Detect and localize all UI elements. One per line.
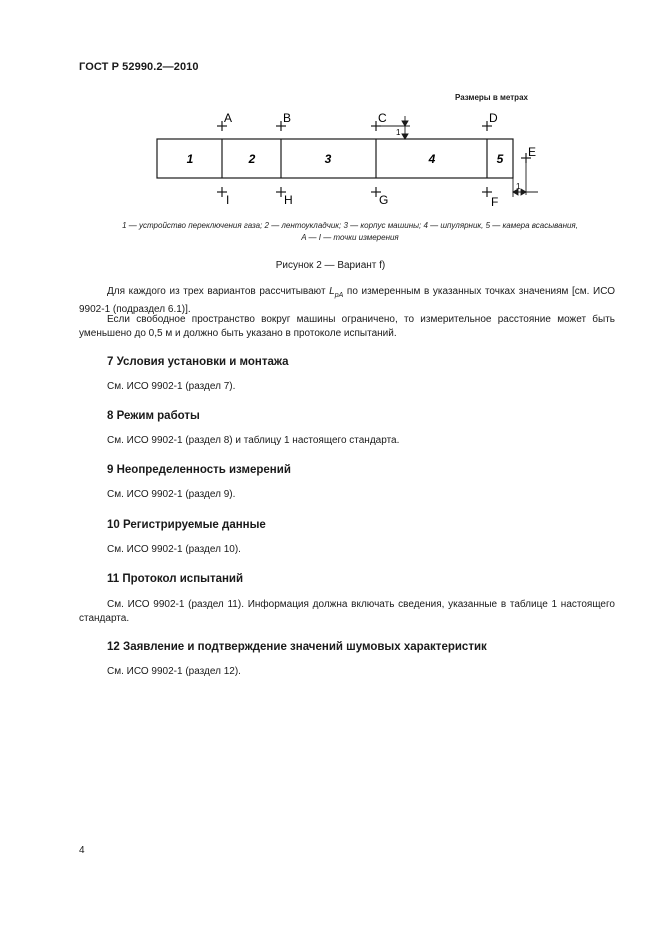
section-number-5: 5 — [496, 152, 504, 166]
paragraph-space: Если свободное пространство вокруг машины ограничено, то измерительное расстояние может быть уменьшено до 0,5 м и должно быть указано в протоколе испытаний. — [79, 314, 615, 339]
section-9-text: См. ИСО 9902-1 (раздел 9). — [107, 489, 236, 500]
point-label-b: B — [283, 111, 292, 125]
machine-layout-figure — [0, 105, 661, 215]
section-12-text: См. ИСО 9902-1 (раздел 12). — [107, 666, 241, 677]
dim-value-top: 1 — [396, 128, 401, 137]
paragraph-lpa: Для каждого из трех вариантов рассчитывают $L_{pA}$ по измеренным в указанных точках значениям [см. ИСО 9902-1 (подраздел 6.1)]. — [79, 286, 615, 315]
section-9-title: 9 Неопределенность измерений — [107, 464, 291, 476]
dim-value-right: 1 — [516, 182, 521, 191]
section-number-1: 1 — [186, 152, 194, 166]
point-label-g: G — [379, 193, 389, 207]
machine-outline — [157, 139, 513, 178]
section-number-3: 3 — [324, 152, 332, 166]
figure-legend-line-2: A — I — точки измерения — [301, 233, 399, 242]
symbol-l: L — [329, 286, 335, 297]
point-label-i: I — [226, 193, 230, 207]
point-label-c: C — [378, 111, 387, 125]
figure-caption: Рисунок 2 — Вариант f) — [275, 260, 386, 271]
section-11-text: См. ИСО 9902-1 (раздел 11). Информация должна включать сведения, указанные в таблице 1 настоящего стандарта. — [79, 599, 615, 624]
page-number: 4 — [79, 845, 85, 856]
section-number-4: 4 — [428, 152, 436, 166]
section-number-2: 2 — [248, 152, 256, 166]
symbol-subscript: pA — [334, 292, 344, 299]
section-11-title: 11 Протокол испытаний — [107, 573, 244, 585]
section-8-title: 8 Режим работы — [107, 410, 200, 422]
point-label-a: A — [224, 111, 233, 125]
dimensions-note: Размеры в метрах — [455, 93, 528, 102]
section-7-title: 7 Условия установки и монтажа — [107, 356, 289, 368]
point-label-h: H — [284, 193, 293, 207]
figure-legend-line-1: 1 — устройство переключения газа; 2 — лентоукладчик; 3 — корпус машины; 4 — шпулярник, 5 — камера всасывания, — [122, 221, 578, 230]
section-8-text: См. ИСО 9902-1 (раздел 8) и таблицу 1 настоящего стандарта. — [107, 435, 400, 446]
point-label-f: F — [491, 195, 499, 209]
section-12-title: 12 Заявление и подтверждение значений шумовых характеристик — [107, 641, 487, 653]
point-label-d: D — [489, 111, 498, 125]
point-label-e: E — [528, 145, 537, 159]
document-header: ГОСТ Р 52990.2—2010 — [79, 61, 199, 73]
section-10-title: 10 Регистрируемые данные — [107, 519, 266, 531]
section-7-text: См. ИСО 9902-1 (раздел 7). — [107, 381, 236, 392]
section-10-text: См. ИСО 9902-1 (раздел 10). — [107, 544, 241, 555]
